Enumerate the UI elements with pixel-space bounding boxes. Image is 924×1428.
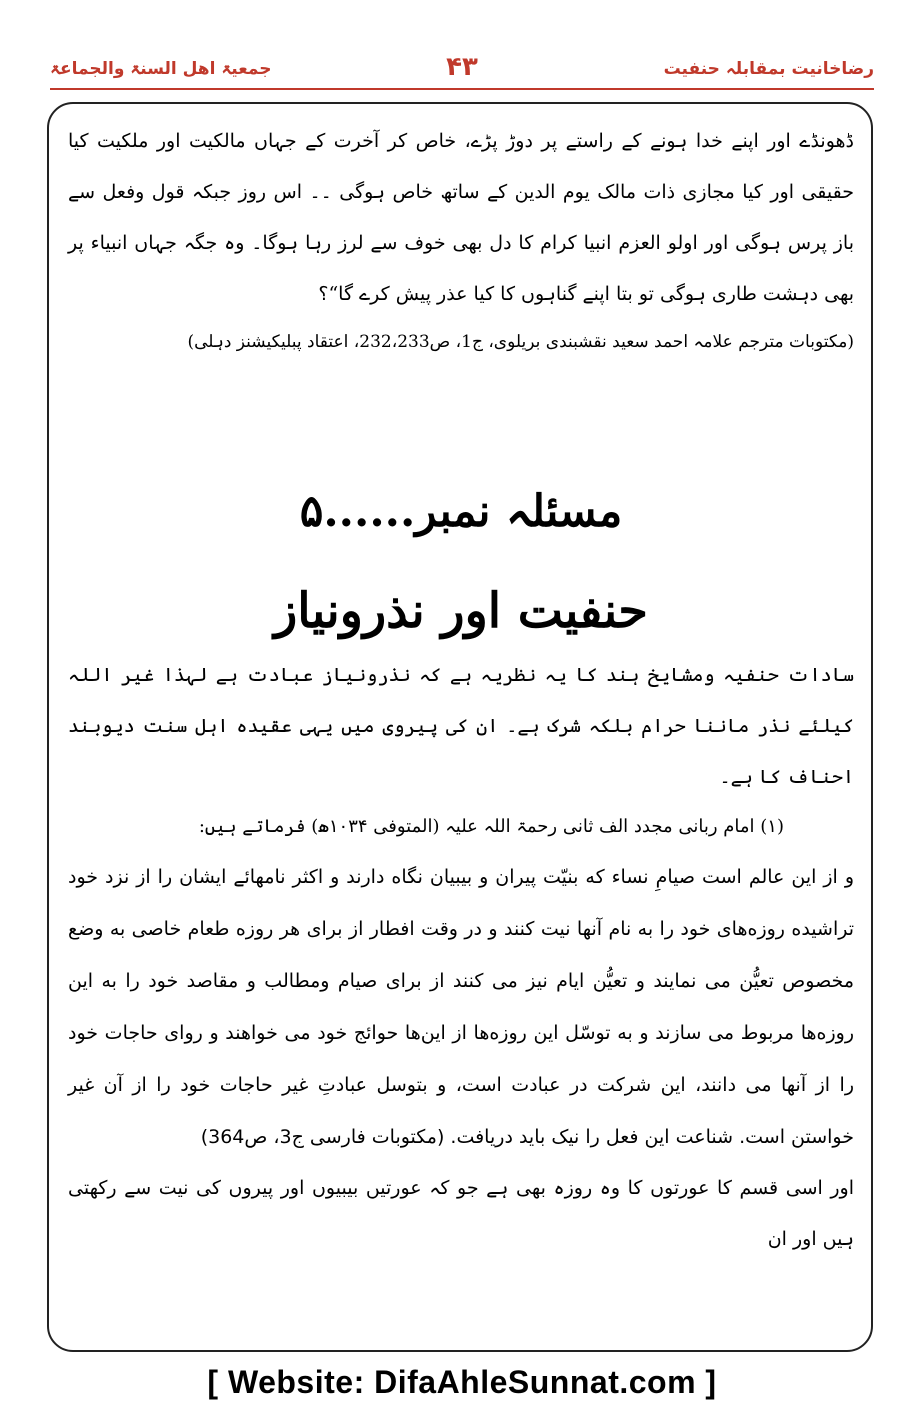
page-header: [50, 52, 874, 92]
website-footer: [ Website: DifaAhleSunnat.com ]: [207, 1364, 717, 1400]
page-content: [68, 116, 854, 1265]
last-line: اور اسی قسم کا عورتوں کا وہ روزہ بھی ہے جو کہ عورتیں بیبیوں اور پیروں کی نیت سے رکھتی ہیں اور ان: [68, 1177, 854, 1250]
page-number: ۴۳: [446, 52, 478, 82]
intro-paragraph: سادات حنفیہ ومشایخ ہند کا یہ نظریہ ہے کہ نذرونیاز عبادت ہے لہذا غیر اللہ کیلئے نذر ماننا حرام بلکہ شرک ہے۔ ان کی پیروی میں یہی عقیدہ اہل سنت دیوبند احناف کا ہے۔: [68, 664, 854, 788]
persian-quote: و از این عالم است صیامِ نساء که بنیّت پیران و بیبیان نگاه دارند و اکثر نامهائے ایشان را از نزد خود تراشیده روزه‌های خود را به نام آنها نیت کنند و در وقت افطار از برای هر روزه طعام خاصی به وضع مخصوص تعیُّن می نمایند و تعیُّن ایام نیز می کنند از برای صیام ومطالب و مقاصد خود را به این روزه‌ها مربوط می سازند و به توسّل این روزه‌ها از این‌ها حوائج خود می خواهند و روای حاجات خود را از آنها می دانند، این شرکت در عبادت است، و بتوسل عبادتِ غیر حاجات خود را از آن غیر خواستن است. شناعت این فعل را نیک باید دریافت. (مکتوبات فارسی ج3، ص364): [68, 866, 854, 1148]
section-heading: مسئلہ نمبر......۵: [299, 486, 623, 537]
quote-attribution: (۱) امام ربانی مجدد الف ثانی رحمۃ اللہ علیہ (المتوفی ۱۰۳۴ھ) فرماتے ہیں:: [198, 816, 784, 837]
header-right-title: رضاخانیت بمقابلہ حنفیت: [663, 59, 874, 79]
citation-1: (مکتوبات مترجم علامہ احمد سعید نقشبندی بریلوی، ج1، ص232،233، اعتقاد پبلیکیشنز دہلی): [187, 332, 854, 352]
header-left-title: جمعیۃ اهل السنۃ والجماعۃ: [50, 59, 272, 79]
header-divider: [50, 88, 874, 90]
paragraph-1: ڈھونڈے اور اپنے خدا ہونے کے راستے پر دوڑ پڑے، خاص کر آخرت کے جہاں مالکیت اور ملکیت کیا حقیقی اور کیا مجازی ذات مالک یوم الدین کے ساتھ خاص ہوگی ۔۔ اس روز جبکہ قول وفعل سے باز پرس ہوگی اور اولو العزم انبیا کرام کا دل بھی خوف سے لرز رہا ہوگا۔ وہ جگہ جہاں انبیاء پر بھی دہشت طاری ہوگی تو بتا اپنے گناہوں کا کیا عذر پیش کرے گا“؟: [68, 130, 854, 305]
section-title: حنفیت اور نذرونیاز: [274, 583, 648, 639]
